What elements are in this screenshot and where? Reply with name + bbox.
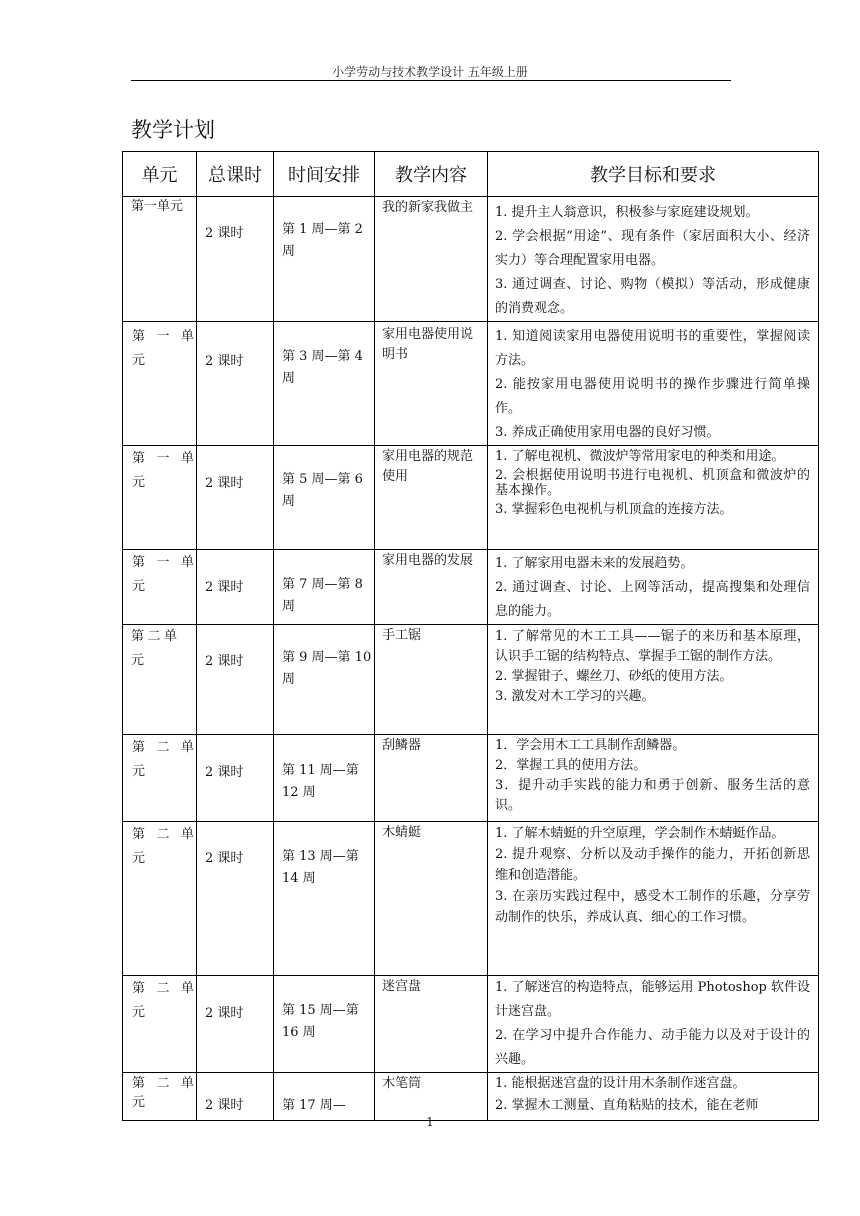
cell-goals bbox=[488, 1073, 819, 1121]
table-row bbox=[123, 197, 819, 322]
cell-goals bbox=[488, 822, 819, 976]
unit-text: 第 一 单 元 bbox=[132, 329, 194, 368]
header-divider bbox=[131, 80, 731, 81]
cell-hours bbox=[197, 976, 274, 1073]
table-row bbox=[123, 822, 819, 976]
goal-item: 1. 能根据迷宫盘的设计用木条制作迷宫盘。 bbox=[495, 1076, 746, 1091]
table-row bbox=[123, 446, 819, 550]
goal-item: 3. 掌握彩色电视机与机顶盒的连接方法。 bbox=[495, 502, 733, 517]
page-header: 小学劳动与技术教学设计 五年级上册 bbox=[332, 65, 528, 79]
cell-hours bbox=[197, 197, 274, 322]
unit-text: 第 二 单 元 bbox=[132, 981, 194, 1020]
cell-hours bbox=[197, 822, 274, 976]
table-row bbox=[123, 976, 819, 1073]
cell-goals bbox=[488, 197, 819, 322]
weeks-text: 第 7 周—第 8 周 bbox=[282, 577, 363, 614]
goal-item: 3. 在亲历实践过程中，感受木工制作的乐趣，分享劳动制作的快乐，养成认真、细心的工作习惯。 bbox=[495, 889, 810, 925]
goal-item: 1. 知道阅读家用电器使用说明书的重要性，掌握阅读方法。 bbox=[495, 329, 810, 368]
cell-hours bbox=[197, 1073, 274, 1121]
cell-weeks bbox=[274, 322, 375, 446]
cell-unit bbox=[123, 550, 197, 625]
document-title: 教学计划 bbox=[131, 118, 215, 142]
cell-weeks bbox=[274, 197, 375, 322]
hours-text: 2 课时 bbox=[205, 580, 244, 595]
goal-item: 2．掌握工具的使用方法。 bbox=[495, 758, 647, 773]
goal-item: 2. 能按家用电器使用说明书的操作步骤进行简单操作。 bbox=[495, 377, 810, 416]
cell-unit bbox=[123, 1073, 197, 1121]
cell-weeks bbox=[274, 446, 375, 550]
cell-weeks bbox=[274, 976, 375, 1073]
cell-unit bbox=[123, 322, 197, 446]
goal-item: 3．提升动手实践的能力和勇于创新、服务生活的意识。 bbox=[495, 778, 810, 813]
teaching-plan-table bbox=[122, 151, 819, 1121]
cell-hours bbox=[197, 625, 274, 735]
column-header-content: 教学内容 bbox=[375, 152, 488, 197]
goal-item: 1. 了解木蜻蜓的升空原理，学会制作木蜻蜓作品。 bbox=[495, 826, 785, 841]
column-header-goals: 教学目标和要求 bbox=[488, 152, 819, 197]
table-row bbox=[123, 735, 819, 822]
goal-item: 1. 了解家用电器未来的发展趋势。 bbox=[495, 556, 694, 571]
cell-content: 我的新家我做主 bbox=[375, 197, 488, 322]
cell-unit bbox=[123, 197, 197, 322]
cell-weeks bbox=[274, 822, 375, 976]
weeks-text: 第 17 周— bbox=[282, 1098, 346, 1113]
goal-item: 2. 通过调查、讨论、上网等活动，提高搜集和处理信息的能力。 bbox=[495, 580, 810, 619]
cell-goals bbox=[488, 625, 819, 735]
table-row bbox=[123, 550, 819, 625]
cell-content: 家用电器的规范使用 bbox=[375, 446, 488, 550]
weeks-text: 第 9 周—第 10 周 bbox=[282, 650, 372, 687]
cell-content: 家用电器使用说明书 bbox=[375, 322, 488, 446]
hours-text: 2 课时 bbox=[205, 1006, 244, 1021]
goal-item: 2. 在学习中提升合作能力、动手能力以及对于设计的兴趣。 bbox=[495, 1028, 810, 1067]
goal-item: 1. 了解迷宫的构造特点，能够运用 Photoshop 软件设计迷宫盘。 bbox=[495, 980, 810, 1019]
cell-hours bbox=[197, 322, 274, 446]
cell-content: 木笔筒 bbox=[375, 1073, 488, 1121]
goal-item: 1. 提升主人翁意识，积极参与家庭建设规划。 bbox=[495, 205, 759, 220]
goal-item: 1. 了解电视机、微波炉等常用家电的种类和用途。 bbox=[495, 449, 785, 464]
cell-content: 手工锯 bbox=[375, 625, 488, 735]
cell-unit bbox=[123, 446, 197, 550]
cell-content: 家用电器的发展 bbox=[375, 550, 488, 625]
table-row bbox=[123, 322, 819, 446]
cell-hours bbox=[197, 446, 274, 550]
cell-content: 迷宫盘 bbox=[375, 976, 488, 1073]
hours-text: 2 课时 bbox=[205, 654, 244, 669]
goal-item: 2. 掌握木工测量、直角粘贴的技术，能在老师 bbox=[495, 1098, 759, 1113]
unit-text: 第 一 单 元 bbox=[132, 451, 194, 490]
unit-text: 第 一 单 元 bbox=[132, 555, 194, 594]
cell-goals bbox=[488, 735, 819, 822]
cell-unit bbox=[123, 625, 197, 735]
cell-unit bbox=[123, 822, 197, 976]
hours-text: 2 课时 bbox=[205, 354, 244, 369]
weeks-text: 第 13 周—第 14 周 bbox=[282, 849, 359, 886]
weeks-text: 第 5 周—第 6 周 bbox=[282, 472, 363, 509]
table-row bbox=[123, 1073, 819, 1121]
page-number: 1 bbox=[426, 1115, 434, 1129]
hours-text: 2 课时 bbox=[205, 476, 244, 491]
weeks-text: 第 1 周—第 2 周 bbox=[282, 222, 363, 259]
goal-item: 2. 提升观察、分析以及动手操作的能力，开拓创新思维和创造潜能。 bbox=[495, 847, 810, 883]
column-header-schedule: 时间安排 bbox=[274, 152, 375, 197]
cell-hours bbox=[197, 735, 274, 822]
unit-text: 第 二 单 元 bbox=[132, 827, 194, 866]
cell-weeks bbox=[274, 1073, 375, 1121]
hours-text: 2 课时 bbox=[205, 1098, 244, 1113]
cell-content: 木蜻蜓 bbox=[375, 822, 488, 976]
weeks-text: 第 15 周—第 16 周 bbox=[282, 1003, 359, 1040]
column-header-hours: 总课时 bbox=[197, 152, 274, 197]
unit-text: 第 二 单 元 bbox=[132, 740, 194, 779]
unit-text: 第一单元 bbox=[131, 199, 184, 214]
cell-content: 刮鳞器 bbox=[375, 735, 488, 822]
cell-weeks bbox=[274, 735, 375, 822]
column-header-unit: 单元 bbox=[123, 152, 197, 197]
cell-unit bbox=[123, 976, 197, 1073]
cell-unit bbox=[123, 735, 197, 822]
cell-weeks bbox=[274, 625, 375, 735]
hours-text: 2 课时 bbox=[205, 226, 244, 241]
cell-goals bbox=[488, 976, 819, 1073]
hours-text: 2 课时 bbox=[205, 765, 244, 780]
cell-weeks bbox=[274, 550, 375, 625]
cell-hours bbox=[197, 550, 274, 625]
cell-goals bbox=[488, 322, 819, 446]
unit-text: 第 二 单 元 bbox=[132, 1076, 194, 1110]
table-header-row bbox=[123, 152, 819, 197]
hours-text: 2 课时 bbox=[205, 851, 244, 866]
goal-item: 1. 了解常见的木工工具——锯子的来历和基本原理，认识手工锯的结构特点、掌握手工锯的制作方法。 bbox=[495, 629, 810, 664]
goal-item: 2. 学会根据“用途”、现有条件（家居面积大小、经济实力）等合理配置家用电器。 bbox=[495, 229, 810, 268]
goal-item: 3. 养成正确使用家用电器的良好习惯。 bbox=[495, 425, 720, 440]
goal-item: 2. 会根据使用说明书进行电视机、机顶盒和微波炉的基本操作。 bbox=[495, 468, 810, 498]
table-row bbox=[123, 625, 819, 735]
goal-item: 2. 掌握钳子、螺丝刀、砂纸的使用方法。 bbox=[495, 669, 733, 684]
goal-item: 1．学会用木工工具制作刮鳞器。 bbox=[495, 738, 686, 753]
unit-text: 第二单元 bbox=[131, 629, 177, 668]
weeks-text: 第 3 周—第 4 周 bbox=[282, 349, 363, 386]
cell-goals bbox=[488, 446, 819, 550]
cell-goals bbox=[488, 550, 819, 625]
goal-item: 3. 通过调查、讨论、购物（模拟）等活动，形成健康的消费观念。 bbox=[495, 277, 810, 316]
weeks-text: 第 11 周—第 12 周 bbox=[282, 763, 359, 800]
goal-item: 3. 激发对木工学习的兴趣。 bbox=[495, 689, 655, 704]
